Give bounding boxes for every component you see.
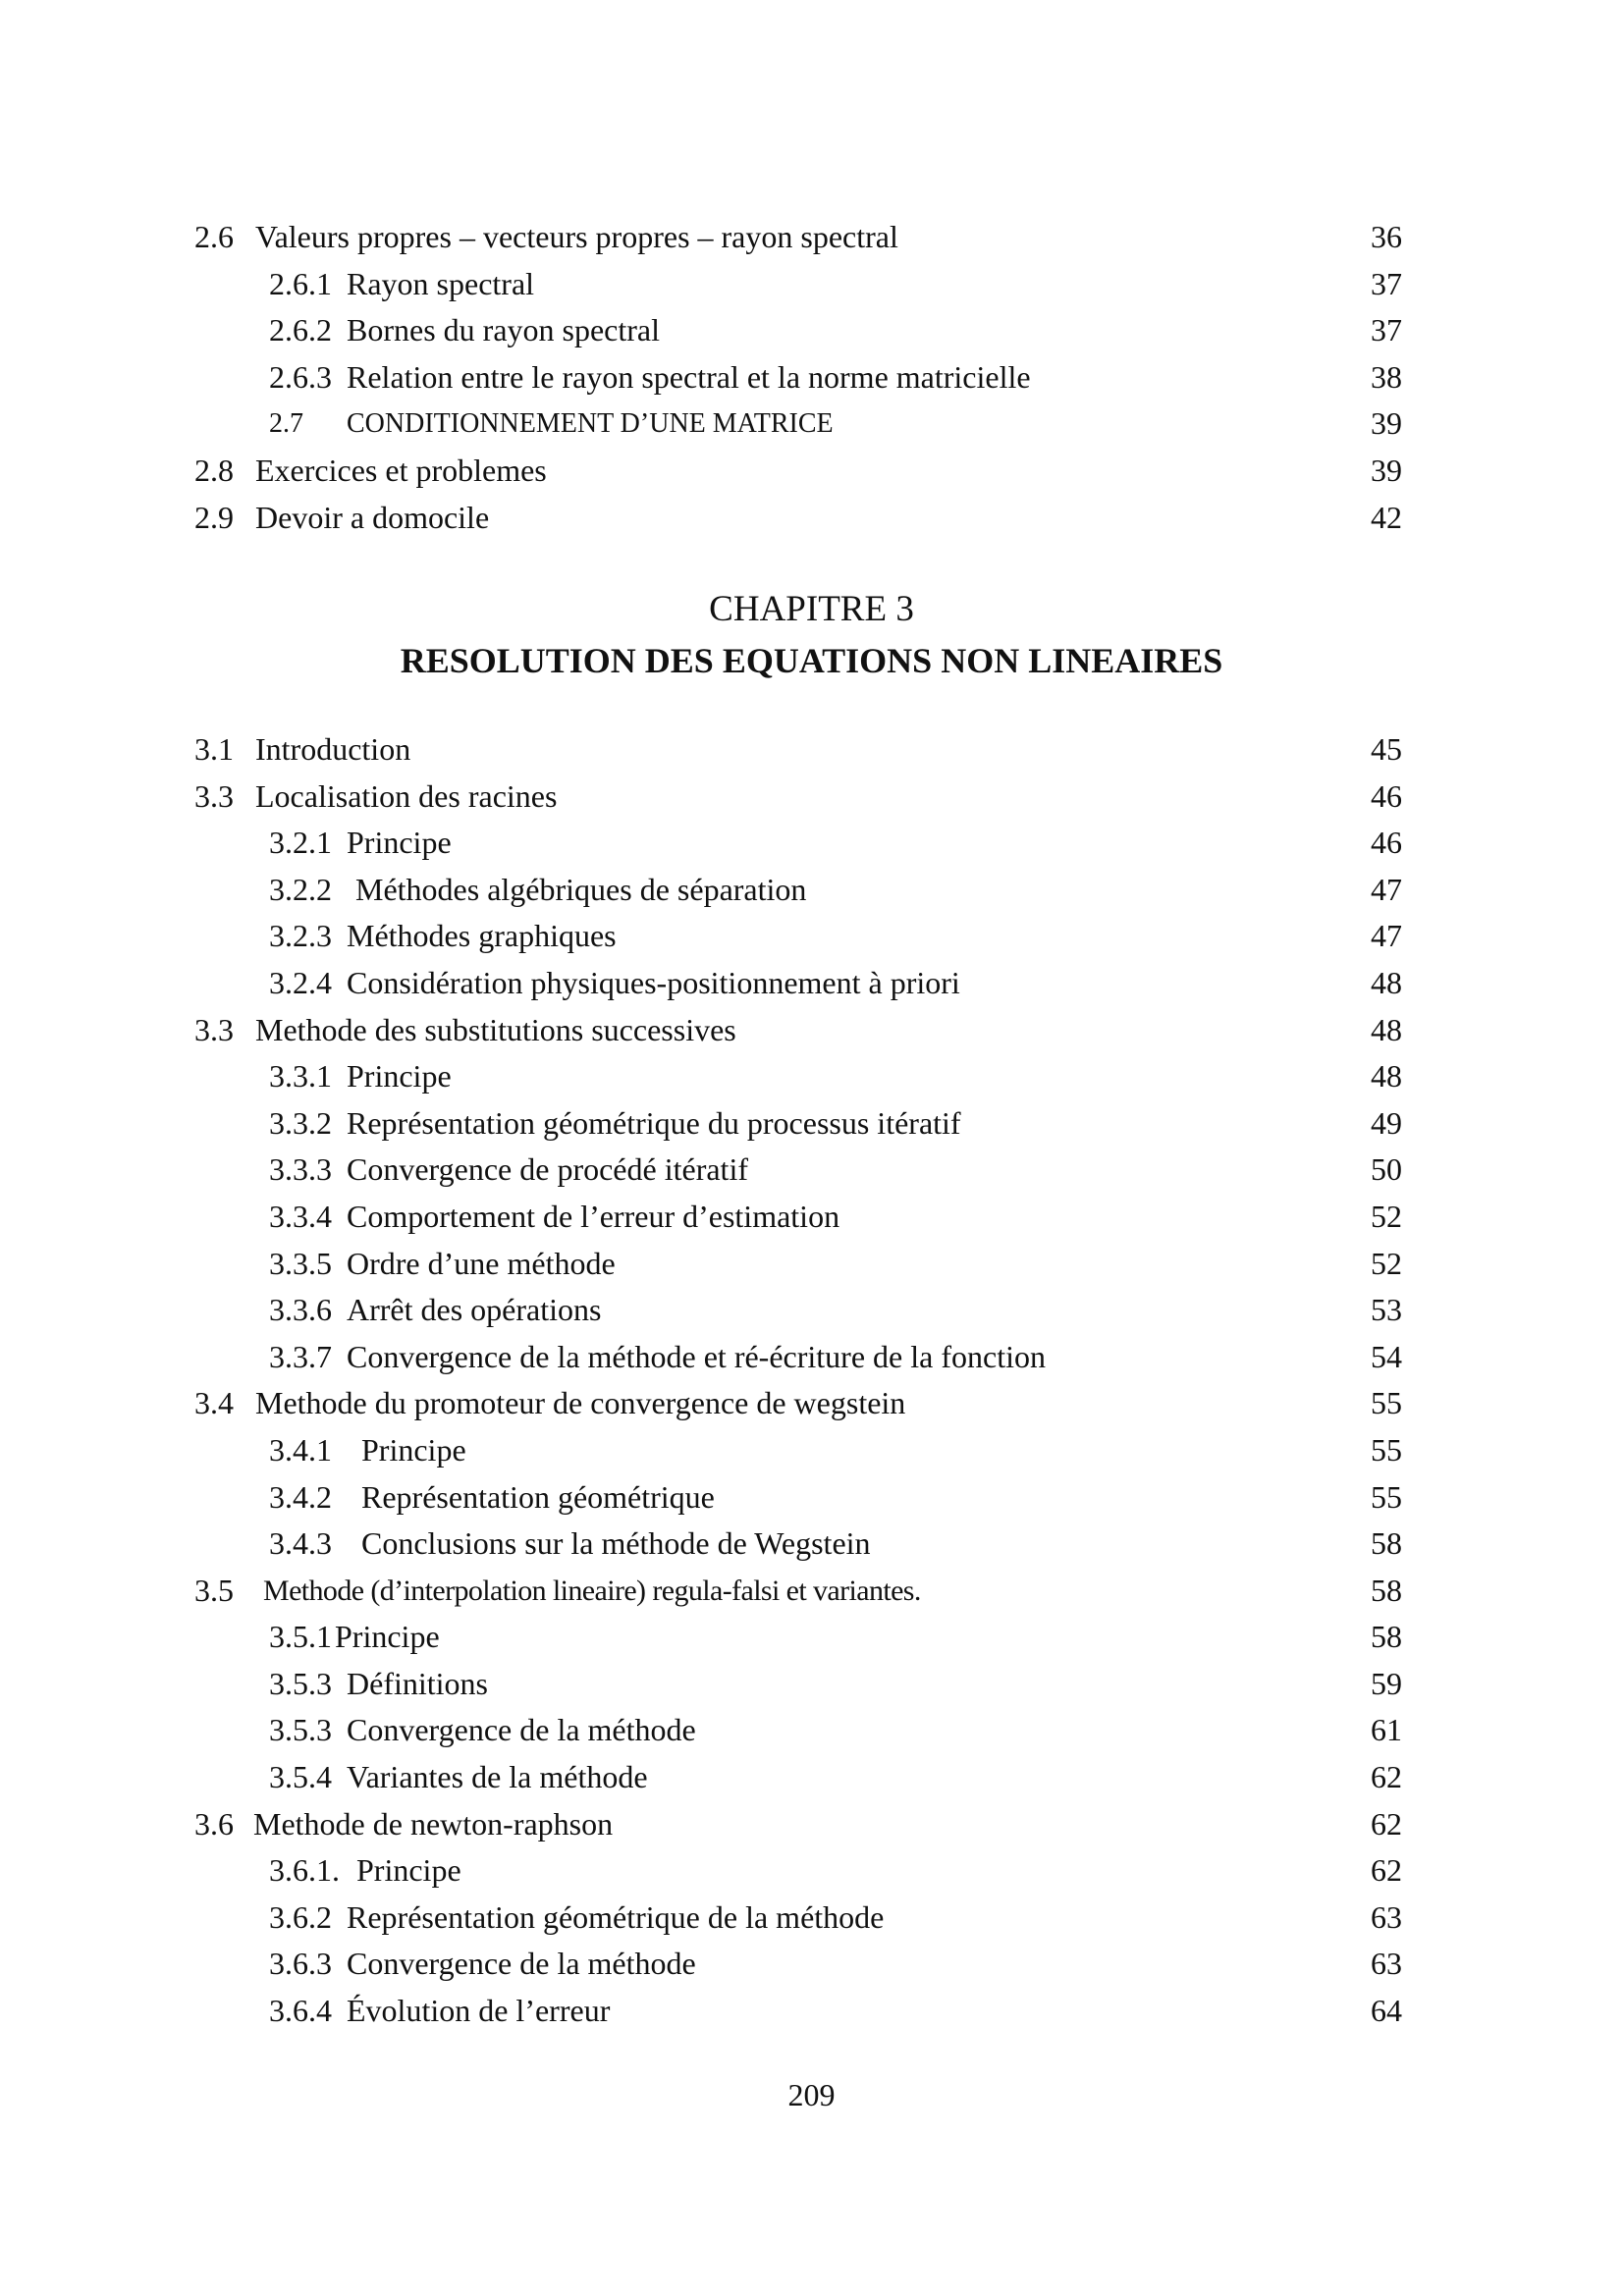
toc-entry-page: 39 bbox=[1371, 405, 1402, 442]
toc-entry-number: 3.3 bbox=[194, 777, 234, 814]
toc-entry bbox=[194, 820, 1402, 867]
toc-entry-page: 63 bbox=[1371, 1946, 1402, 1982]
toc-entry bbox=[194, 1661, 1402, 1708]
toc-entry-title: Exercices et problemes bbox=[255, 452, 547, 488]
toc-entry bbox=[194, 448, 1402, 495]
toc-entry-number: 3.3.1 bbox=[269, 1058, 332, 1095]
toc-entry-number: 2.8 bbox=[194, 452, 234, 488]
toc-entry bbox=[194, 1380, 1402, 1427]
toc-entry-page: 53 bbox=[1371, 1292, 1402, 1328]
toc-entry-page: 64 bbox=[1371, 1993, 1402, 2029]
toc-entry bbox=[194, 1427, 1402, 1474]
toc-entry-number: 2.9 bbox=[194, 499, 234, 535]
toc-entry bbox=[194, 960, 1402, 1007]
toc-entry-title: Ordre d’une méthode bbox=[347, 1245, 616, 1281]
toc-entry-page: 55 bbox=[1371, 1431, 1402, 1468]
toc-entry-title: Devoir a domocile bbox=[255, 499, 490, 535]
toc-entry-page: 63 bbox=[1371, 1898, 1402, 1935]
toc-entry-page: 61 bbox=[1371, 1712, 1402, 1748]
toc-entry-page: 36 bbox=[1371, 219, 1402, 254]
toc-entry-page: 37 bbox=[1371, 312, 1402, 348]
toc-entry-title: Convergence de la méthode bbox=[347, 1712, 696, 1748]
toc-entry-title: Représentation géométrique bbox=[361, 1478, 715, 1515]
toc-entry-page: 62 bbox=[1371, 1759, 1402, 1795]
toc-entry-number: 3.6.2 bbox=[269, 1898, 332, 1935]
toc-entry-title: Évolution de l’erreur bbox=[347, 1993, 611, 2029]
toc-entry-title: Principe bbox=[335, 1619, 440, 1655]
toc-entry-number: 3.5 bbox=[194, 1572, 234, 1608]
toc-entry-page: 38 bbox=[1371, 358, 1402, 395]
toc-chapter-2-section bbox=[194, 214, 1402, 541]
toc-entry bbox=[194, 1847, 1402, 1895]
toc-entry-number: 3.3.6 bbox=[269, 1292, 332, 1328]
toc-entry-title: Convergence de la méthode bbox=[347, 1946, 696, 1982]
toc-entry-page: 62 bbox=[1371, 1852, 1402, 1889]
toc-entry-number: 3.3.7 bbox=[269, 1338, 332, 1374]
toc-entry-page: 47 bbox=[1371, 871, 1402, 907]
toc-entry-number: 3.4.2 bbox=[269, 1478, 332, 1515]
toc-entry-number: 3.3.3 bbox=[269, 1151, 332, 1188]
toc-entry-page: 45 bbox=[1371, 731, 1402, 767]
toc-entry-number: 3.4.1 bbox=[269, 1431, 332, 1468]
toc-entry-number: 3.2.1 bbox=[269, 825, 332, 861]
toc-entry-number: 2.7 bbox=[269, 408, 303, 440]
toc-entry-title: Variantes de la méthode bbox=[347, 1759, 648, 1795]
toc-chapter-3-section bbox=[194, 726, 1402, 2035]
toc-entry bbox=[194, 1754, 1402, 1801]
toc-entry-title: Comportement de l’erreur d’estimation bbox=[347, 1198, 840, 1234]
toc-entry-page: 48 bbox=[1371, 1058, 1402, 1095]
toc-entry-number: 2.6 bbox=[194, 219, 234, 254]
toc-entry-title: Principe bbox=[347, 825, 452, 861]
toc-entry-page: 39 bbox=[1371, 452, 1402, 488]
toc-entry-number: 3.1 bbox=[194, 731, 234, 767]
toc-entry-page: 54 bbox=[1371, 1338, 1402, 1374]
toc-entry bbox=[194, 1988, 1402, 2035]
toc-entry bbox=[194, 307, 1402, 354]
toc-entry-title: Methode des substitutions successives bbox=[255, 1011, 736, 1047]
toc-entry-page: 46 bbox=[1371, 825, 1402, 861]
toc-entry bbox=[194, 1241, 1402, 1288]
toc-entry-title: Principe bbox=[347, 1058, 452, 1095]
toc-entry-title: Méthodes graphiques bbox=[347, 918, 617, 954]
toc-entry-number: 3.5.4 bbox=[269, 1759, 332, 1795]
toc-entry-number: 3.2.3 bbox=[269, 918, 332, 954]
toc-entry bbox=[194, 1568, 1402, 1615]
toc-entry-number: 3.6.4 bbox=[269, 1993, 332, 2029]
toc-entry-title: Rayon spectral bbox=[347, 265, 535, 301]
toc-entry-page: 58 bbox=[1371, 1619, 1402, 1655]
toc-entry-title: Introduction bbox=[255, 731, 411, 767]
toc-entry bbox=[194, 1895, 1402, 1942]
toc-entry-title: Convergence de la méthode et ré-écriture de la fonction bbox=[347, 1338, 1046, 1374]
toc-entry bbox=[194, 354, 1402, 401]
toc-entry bbox=[194, 1147, 1402, 1194]
toc-entry-number: 3.2.2 bbox=[269, 871, 332, 907]
toc-entry-title: Méthodes algébriques de séparation bbox=[355, 871, 807, 907]
toc-entry bbox=[194, 214, 1402, 261]
toc-entry-title: Principe bbox=[361, 1431, 466, 1468]
chapter-title: RESOLUTION DES EQUATIONS NON LINEAIRES bbox=[400, 641, 1223, 680]
toc-entry bbox=[194, 1007, 1402, 1054]
toc-entry-page: 58 bbox=[1371, 1572, 1402, 1608]
toc-entry bbox=[194, 726, 1402, 774]
toc-entry bbox=[194, 1614, 1402, 1661]
toc-entry-number: 2.6.3 bbox=[269, 358, 332, 395]
toc-entry-page: 50 bbox=[1371, 1151, 1402, 1188]
toc-entry-page: 55 bbox=[1371, 1385, 1402, 1421]
toc-entry-page: 48 bbox=[1371, 964, 1402, 1000]
toc-entry-page: 62 bbox=[1371, 1805, 1402, 1842]
toc-entry-title: Arrêt des opérations bbox=[347, 1292, 602, 1328]
toc-entry bbox=[194, 1474, 1402, 1522]
toc-entry-title: Représentation géométrique du processus itératif bbox=[347, 1104, 961, 1141]
toc-entry bbox=[194, 1801, 1402, 1848]
toc-entry-number: 3.5.1 bbox=[269, 1619, 332, 1655]
toc-entry-page: 42 bbox=[1371, 499, 1402, 535]
toc-entry-page: 48 bbox=[1371, 1011, 1402, 1047]
toc-entry-title: Conclusions sur la méthode de Wegstein bbox=[361, 1525, 871, 1562]
toc-entry-number: 2.6.2 bbox=[269, 312, 332, 348]
toc-entry-number: 3.3 bbox=[194, 1011, 234, 1047]
toc-entry-number: 3.3.5 bbox=[269, 1245, 332, 1281]
toc-entry-title: Principe bbox=[356, 1852, 461, 1889]
toc-entry bbox=[194, 1053, 1402, 1100]
toc-entry-number: 3.4 bbox=[194, 1385, 234, 1421]
toc-entry-number: 3.3.4 bbox=[269, 1198, 332, 1234]
toc-entry-number: 3.5.3 bbox=[269, 1665, 332, 1701]
toc-entry-number: 3.2.4 bbox=[269, 964, 332, 1000]
toc-entry-title: Localisation des racines bbox=[255, 777, 558, 814]
toc-entry bbox=[194, 1287, 1402, 1334]
toc-entry-page: 59 bbox=[1371, 1665, 1402, 1701]
toc-entry-title: Considération physiques-positionnement à priori bbox=[347, 964, 960, 1000]
toc-entry bbox=[194, 774, 1402, 821]
toc-entry-title: Methode de newton-raphson bbox=[253, 1805, 614, 1842]
toc-entry bbox=[194, 495, 1402, 542]
toc-entry-number: 3.6.1. bbox=[269, 1852, 340, 1889]
toc-entry-page: 47 bbox=[1371, 918, 1402, 954]
toc-entry bbox=[194, 261, 1402, 308]
toc-entry-title: Relation entre le rayon spectral et la norme matricielle bbox=[347, 358, 1031, 395]
toc-entry-page: 37 bbox=[1371, 265, 1402, 301]
toc-entry bbox=[194, 1941, 1402, 1988]
toc-entry-number: 2.6.1 bbox=[269, 265, 332, 301]
toc-entry-number: 3.6.3 bbox=[269, 1946, 332, 1982]
toc-entry bbox=[194, 1100, 1402, 1148]
toc-entry-page: 52 bbox=[1371, 1245, 1402, 1281]
toc-entry-page: 58 bbox=[1371, 1525, 1402, 1562]
toc-entry bbox=[194, 400, 1402, 448]
toc-entry-title: Convergence de procédé itératif bbox=[347, 1151, 748, 1188]
toc-entry-title: Methode (d’interpolation lineaire) regula-falsi et variantes. bbox=[263, 1574, 921, 1607]
toc-entry-title: Methode du promoteur de convergence de wegstein bbox=[255, 1385, 906, 1421]
toc-entry-title: Valeurs propres – vecteurs propres – rayon spectral bbox=[255, 219, 898, 254]
toc-entry bbox=[194, 1707, 1402, 1754]
toc-entry-number: 3.4.3 bbox=[269, 1525, 332, 1562]
toc-entry bbox=[194, 913, 1402, 960]
toc-entry-page: 52 bbox=[1371, 1198, 1402, 1234]
toc-entry-page: 55 bbox=[1371, 1478, 1402, 1515]
toc-entry-number: 3.5.3 bbox=[269, 1712, 332, 1748]
toc-entry-page: 49 bbox=[1371, 1104, 1402, 1141]
chapter-label: CHAPITRE 3 bbox=[709, 589, 914, 629]
toc-entry-title: Représentation géométrique de la méthode bbox=[347, 1898, 885, 1935]
toc-entry-title: Définitions bbox=[347, 1665, 488, 1701]
toc-entry bbox=[194, 1334, 1402, 1381]
toc-entry-title: CONDITIONNEMENT D’UNE MATRICE bbox=[347, 408, 834, 440]
toc-entry bbox=[194, 1194, 1402, 1241]
page-number: 209 bbox=[787, 2077, 836, 2112]
toc-entry-title: Bornes du rayon spectral bbox=[347, 312, 661, 348]
toc-entry-number: 3.6 bbox=[194, 1805, 234, 1842]
toc-entry bbox=[194, 1521, 1402, 1568]
toc-entry-page: 46 bbox=[1371, 777, 1402, 814]
toc-entry bbox=[194, 867, 1402, 914]
toc-entry-number: 3.3.2 bbox=[269, 1104, 332, 1141]
